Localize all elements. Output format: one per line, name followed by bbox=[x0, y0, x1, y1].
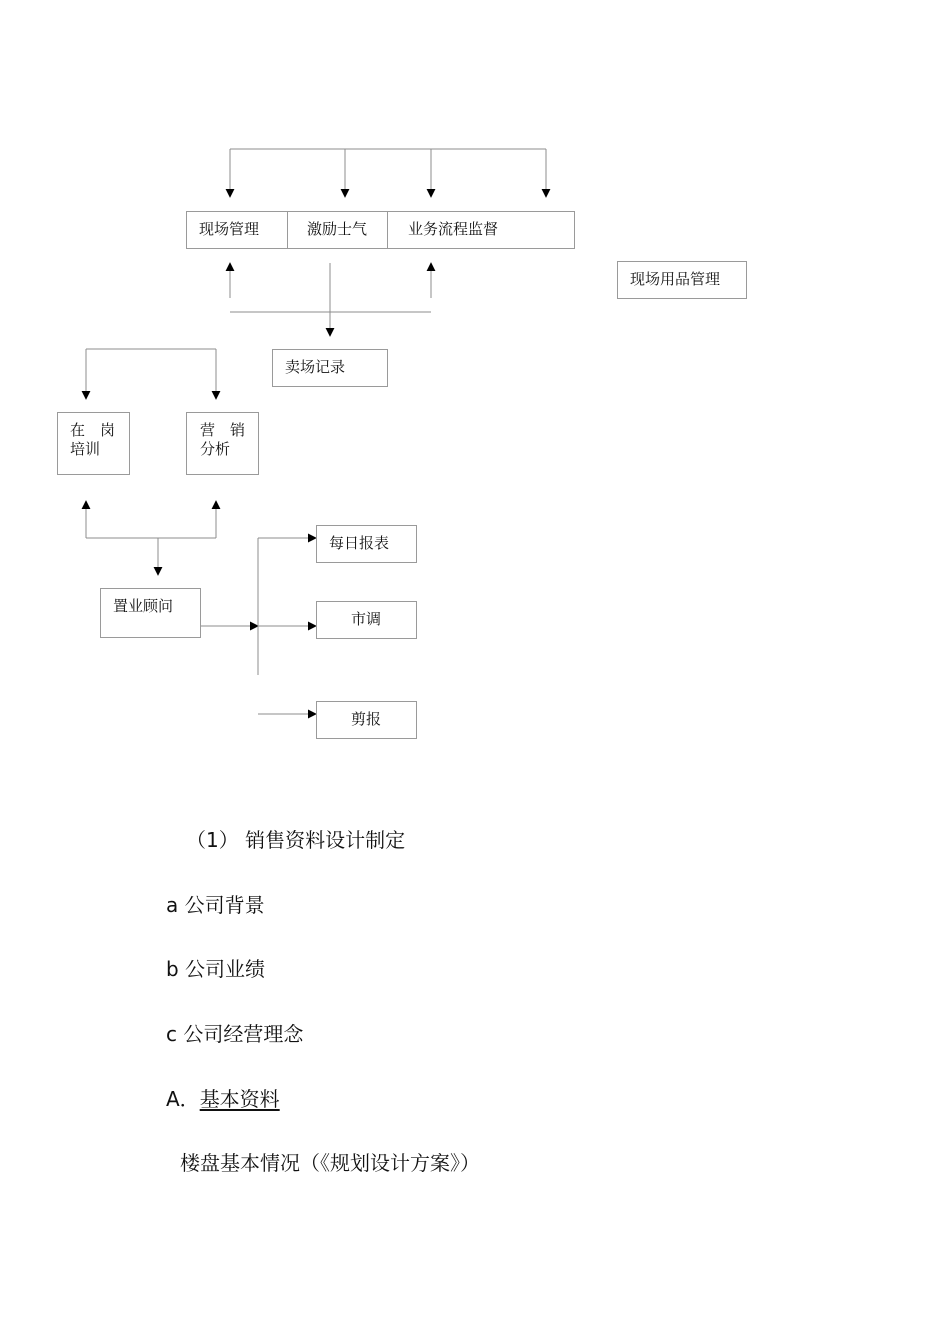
marketing-analysis-box bbox=[186, 412, 259, 475]
consultant-box bbox=[100, 588, 201, 638]
market-survey-box bbox=[316, 601, 417, 639]
onjob-training-label-1: 在 岗 bbox=[70, 421, 116, 439]
onjob-training-box bbox=[57, 412, 130, 475]
supplies-management-box bbox=[617, 261, 747, 299]
list-item-a: a 公司背景 bbox=[166, 893, 265, 917]
sales-record-box bbox=[272, 349, 388, 387]
morale-cell bbox=[288, 212, 388, 248]
site-management-cell bbox=[187, 212, 288, 248]
site-management-label: 现场管理 bbox=[199, 220, 260, 238]
list-item-b: b 公司业绩 bbox=[166, 957, 266, 981]
list-item-c: c 公司经营理念 bbox=[166, 1022, 304, 1046]
process-supervision-cell bbox=[388, 212, 574, 248]
market-survey-label: 市调 bbox=[351, 610, 382, 628]
sales-record-label: 卖场记录 bbox=[285, 358, 346, 376]
section-a-title: 基本资料 bbox=[199, 1087, 280, 1111]
management-row bbox=[186, 211, 575, 249]
daily-report-box bbox=[316, 525, 417, 563]
section-heading: （1） 销售资料设计制定 bbox=[186, 828, 406, 852]
consultant-label: 置业顾问 bbox=[113, 597, 174, 615]
marketing-analysis-label-2: 分析 bbox=[200, 440, 231, 458]
section-a-prefix: A． bbox=[166, 1087, 200, 1111]
daily-report-label: 每日报表 bbox=[329, 534, 390, 552]
project-overview-line: 楼盘基本情况（《规划设计方案》） bbox=[180, 1151, 480, 1175]
clipping-label: 剪报 bbox=[351, 710, 382, 728]
onjob-training-label-2: 培训 bbox=[70, 440, 101, 458]
clipping-box bbox=[316, 701, 417, 739]
process-supervision-label: 业务流程监督 bbox=[408, 220, 499, 238]
supplies-management-label: 现场用品管理 bbox=[630, 270, 721, 288]
marketing-analysis-label-1: 营 销 bbox=[200, 421, 246, 439]
morale-label: 激励士气 bbox=[307, 220, 368, 238]
section-a-heading bbox=[166, 1086, 280, 1112]
